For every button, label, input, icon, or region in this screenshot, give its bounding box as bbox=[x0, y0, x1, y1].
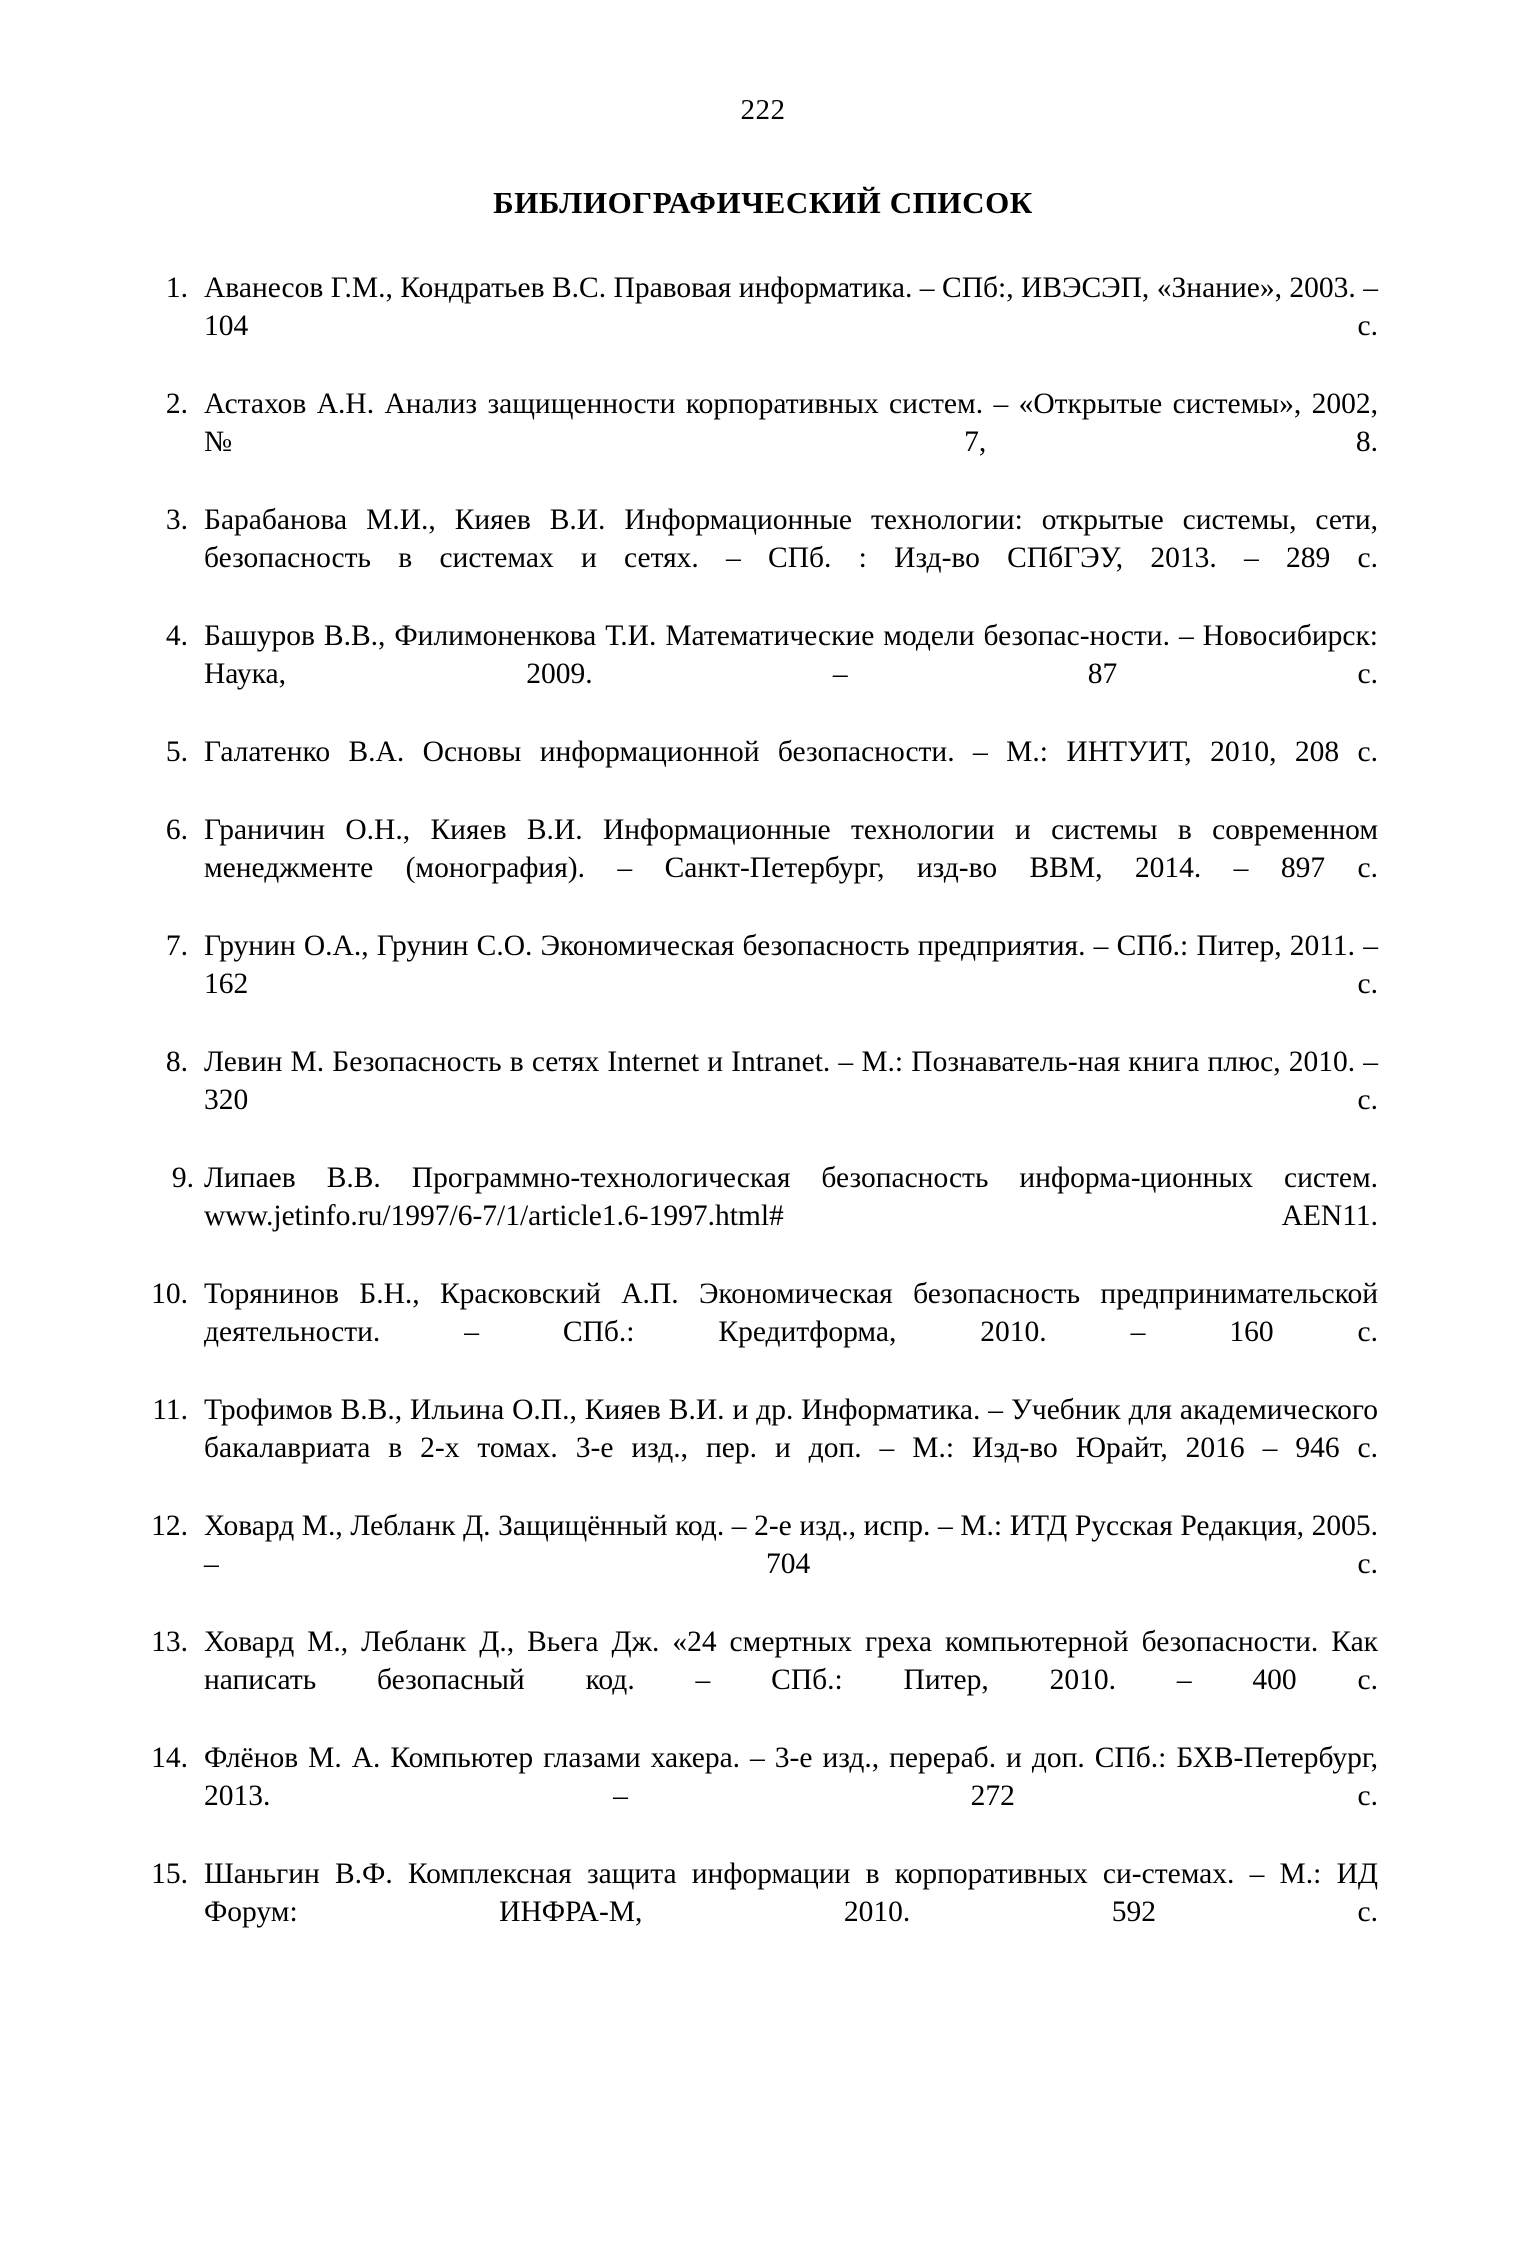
list-item bbox=[148, 1739, 1378, 1854]
list-item-number: 10. bbox=[151, 1277, 188, 1310]
list-item-text: Астахов А.Н. Анализ защищенности корпоративных систем. – «Открытые системы», 2002, № 7, 8. bbox=[204, 388, 1378, 459]
list-item-text: Ховард М., Лебланк Д. Защищённый код. – 2-е изд., испр. – М.: ИТД Русская Редакция, 2005. – 704 с. bbox=[204, 1510, 1378, 1581]
list-item-text: Трофимов В.В., Ильина О.П., Кияев В.И. и др. Информатика. – Учебник для академического бакалавриата в 2-х томах. 3-е изд., пер. и доп. – М.: Изд-во Юрайт, 2016 – 946 с. bbox=[204, 1393, 1378, 1465]
document-page bbox=[0, 96, 1526, 2256]
list-item bbox=[148, 1507, 1378, 1622]
bibliography-list bbox=[148, 269, 1378, 1970]
list-item-number: 1. bbox=[165, 272, 188, 304]
list-item-text: Грунин О.А., Грунин С.О. Экономическая безопасность предприятия. – СПб.: Питер, 2011. – 162 с. bbox=[204, 929, 1378, 1001]
list-item bbox=[148, 1043, 1378, 1158]
list-item-number: 12. bbox=[151, 1510, 188, 1542]
list-item-text: Барабанова М.И., Кияев В.И. Информационные технологии: открытые системы, сети, безопасность в системах и сетях. – СПб. : Изд-во СПбГЭУ, 2013. – 289 с. bbox=[204, 504, 1378, 575]
list-item-number: 3. bbox=[165, 504, 188, 537]
list-item-number: 13. bbox=[151, 1626, 188, 1659]
list-item bbox=[148, 733, 1378, 810]
list-item-number: 2. bbox=[165, 388, 188, 421]
list-item-text: Аванесов Г.М., Кондратьев В.С. Правовая информатика. – СПб:, ИВЭСЭП, «Знание», 2003. – 104 с. bbox=[204, 272, 1378, 343]
list-item-number: 5. bbox=[165, 736, 188, 769]
list-item-number: 15. bbox=[151, 1858, 188, 1891]
page-number: 222 bbox=[740, 94, 786, 126]
list-item-number: 6. bbox=[165, 813, 188, 846]
list-item-number: 14. bbox=[151, 1742, 188, 1775]
list-item bbox=[148, 385, 1378, 500]
list-item bbox=[148, 927, 1378, 1042]
list-item-text: Граничин О.Н., Кияев В.И. Информационные технологии и системы в современном менеджменте (монография). – Санкт-Петербург, изд-во ВВМ, 2014. – 897 с. bbox=[204, 813, 1378, 885]
list-item-number: 4. bbox=[165, 620, 188, 653]
list-item bbox=[148, 1623, 1378, 1738]
list-item-number: 8. bbox=[165, 1045, 188, 1078]
list-item bbox=[148, 617, 1378, 732]
list-item bbox=[148, 1159, 1378, 1274]
list-item-number: 11. bbox=[152, 1393, 188, 1426]
list-item-text: Липаев В.В. Программно-технологическая безопасность информа-ционных систем. www.jetinfo.ru/1997/6-7/1/article1.6-1997.html# AEN11. bbox=[204, 1161, 1378, 1233]
list-item bbox=[148, 1275, 1378, 1390]
list-item-text: Торянинов Б.Н., Красковский А.П. Экономическая безопасность предпринимательской деятельности. – СПб.: Кредитформа, 2010. – 160 с. bbox=[204, 1277, 1378, 1349]
list-item-text: Левин М. Безопасность в сетях Internet и Intranet. – М.: Познаватель-ная книга плюс, 2010. – 320 с. bbox=[204, 1045, 1378, 1117]
list-item bbox=[148, 1391, 1378, 1506]
list-item-text: Галатенко В.А. Основы информационной безопасности. – М.: ИНТУИТ, 2010, 208 с. bbox=[204, 736, 1378, 769]
list-item bbox=[148, 1855, 1378, 1970]
list-item-number: 7. bbox=[165, 929, 188, 962]
list-item-number: 9. bbox=[171, 1161, 194, 1194]
list-item bbox=[148, 811, 1378, 926]
list-item bbox=[148, 269, 1378, 384]
list-item-text: Башуров В.В., Филимоненкова Т.И. Математические модели безопас-ности. – Новосибирск: Наука, 2009. – 87 с. bbox=[204, 620, 1378, 691]
list-item bbox=[148, 501, 1378, 616]
list-item-text: Шаньгин В.Ф. Комплексная защита информации в корпоративных си-стемах. – М.: ИД Форум: ИНФРА-М, 2010. 592 с. bbox=[204, 1858, 1378, 1929]
page-title: БИБЛИОГРАФИЧЕСКИЙ СПИСОК bbox=[493, 185, 1033, 220]
list-item-text: Флёнов М. А. Компьютер глазами хакера. – 3-е изд., перераб. и доп. СПб.: БХВ-Петербург, 2013. – 272 с. bbox=[204, 1742, 1378, 1813]
list-item-text: Ховард М., Лебланк Д., Вьега Дж. «24 смертных греха компьютерной безопасности. Как написать безопасный код. – СПб.: Питер, 2010. – 400 с. bbox=[204, 1626, 1378, 1697]
